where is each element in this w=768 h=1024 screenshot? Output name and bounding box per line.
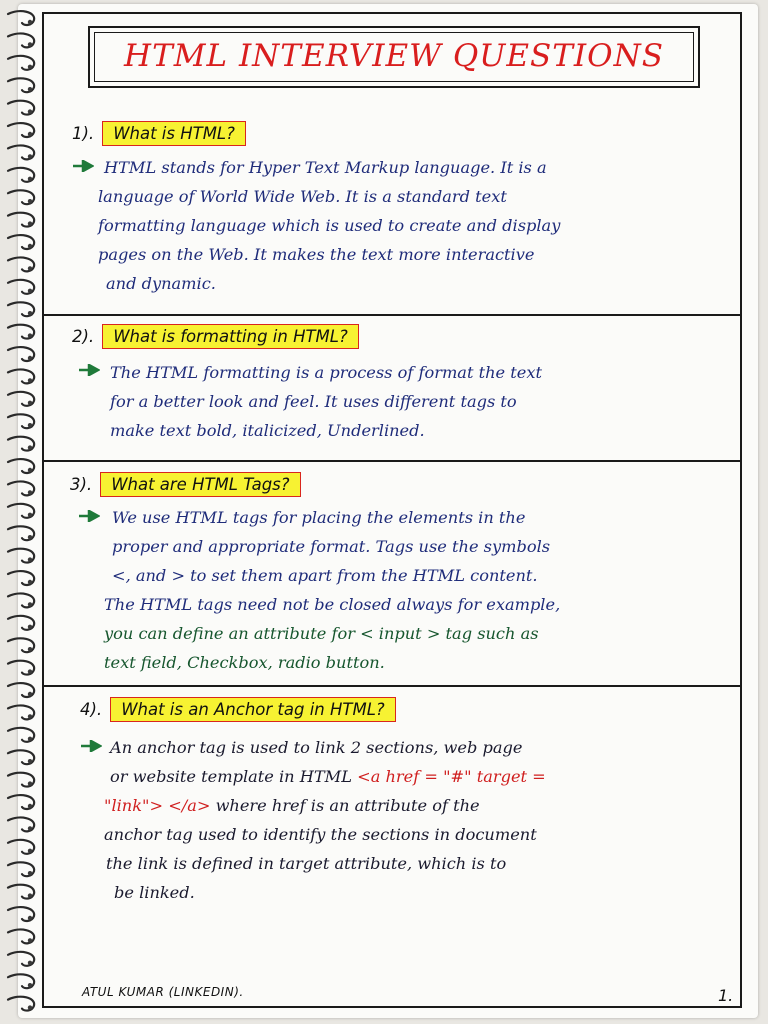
question-number: 3). [70, 475, 93, 494]
answer-line: anchor tag used to identify the sections in document [104, 825, 537, 844]
binding-hole [28, 87, 32, 91]
answer-line: The HTML tags need not be closed always for example, [104, 595, 561, 614]
binding-hole [28, 154, 32, 158]
binding-hole [28, 132, 32, 136]
binding-hole [28, 804, 32, 808]
binding-hole [28, 535, 32, 539]
binding-hole [28, 199, 32, 203]
title-box [88, 26, 700, 88]
page-number: 1. [718, 986, 734, 1005]
arrow-icon [78, 510, 100, 522]
binding-hole [28, 826, 32, 830]
binding-hole [28, 289, 32, 293]
binding-hole [28, 445, 32, 449]
arrow-icon [72, 160, 94, 172]
question-text: What are HTML Tags? [100, 472, 300, 497]
answer-line: for a better look and feel. It uses different tags to [110, 392, 517, 411]
answer-text: where href is an attribute of the [210, 796, 480, 815]
binding-hole [28, 42, 32, 46]
answer-line [110, 762, 546, 791]
answer-1 [98, 153, 561, 298]
binding-hole [28, 961, 32, 965]
arrow-icon [80, 740, 102, 752]
binding-hole [28, 938, 32, 942]
binding-hole [28, 333, 32, 337]
binding-hole [28, 490, 32, 494]
section-divider [44, 460, 740, 462]
answer-text: or website template in HTML [110, 767, 358, 786]
binding-hole [28, 513, 32, 517]
answer-line: proper and appropriate format. Tags use the symbols [112, 537, 551, 556]
answer-line: The HTML formatting is a process of format the text [110, 363, 542, 382]
binding-hole [28, 781, 32, 785]
answer-line: be linked. [114, 883, 195, 902]
answer-2 [110, 358, 542, 445]
answer-line: An anchor tag is used to link 2 sections, web page [110, 738, 523, 757]
answer-line: pages on the Web. It makes the text more interactive [98, 245, 535, 264]
answer-line [104, 791, 546, 820]
binding-hole [28, 647, 32, 651]
spiral-binding [0, 0, 44, 1024]
binding-hole [28, 244, 32, 248]
question-text: What is an Anchor tag in HTML? [110, 697, 396, 722]
code-snippet: <a href = "#" target = [357, 767, 546, 786]
code-snippet: "link"> </a> [104, 796, 211, 815]
section-divider [44, 314, 740, 316]
arrow-icon [78, 364, 100, 376]
question-text: What is formatting in HTML? [102, 324, 359, 349]
question-1 [72, 124, 246, 143]
answer-line: make text bold, italicized, Underlined. [110, 421, 425, 440]
binding-hole [28, 468, 32, 472]
binding-hole [28, 356, 32, 360]
binding-hole [28, 378, 32, 382]
section-divider [44, 685, 740, 687]
binding-hole [28, 177, 32, 181]
binding-hole [28, 221, 32, 225]
binding-hole [28, 669, 32, 673]
page-title: HTML INTERVIEW QUESTIONS [124, 38, 664, 74]
answer-line: language of World Wide Web. It is a standard text [98, 187, 507, 206]
answer-line: and dynamic. [106, 274, 216, 293]
author-signature: ATUL KUMAR (LINKEDIN). [82, 985, 244, 999]
binding-hole [28, 20, 32, 24]
binding-hole [28, 602, 32, 606]
binding-hole [28, 1005, 32, 1009]
binding-hole [28, 871, 32, 875]
binding-hole [28, 266, 32, 270]
binding-hole [28, 849, 32, 853]
question-number: 2). [72, 327, 95, 346]
binding-hole [28, 423, 32, 427]
question-number: 1). [72, 124, 95, 143]
answer-line: the link is defined in target attribute, which is to [106, 854, 507, 873]
binding-hole [28, 893, 32, 897]
binding-hole [28, 737, 32, 741]
answer-3 [104, 503, 561, 677]
binding-hole [28, 311, 32, 315]
answer-line: We use HTML tags for placing the elements in the [112, 508, 526, 527]
binding-hole [28, 401, 32, 405]
answer-4 [104, 733, 546, 907]
answer-line: HTML stands for Hyper Text Markup language. It is a [104, 158, 547, 177]
answer-line: you can define an attribute for < input > tag such as [104, 624, 539, 643]
binding-hole [28, 65, 32, 69]
binding-hole [28, 580, 32, 584]
answer-line: formatting language which is used to create and display [98, 216, 561, 235]
question-3 [70, 475, 301, 494]
question-4 [80, 700, 396, 719]
answer-line: <, and > to set them apart from the HTML content. [112, 566, 538, 585]
binding-hole [28, 983, 32, 987]
binding-hole [28, 759, 32, 763]
binding-hole [28, 625, 32, 629]
question-text: What is HTML? [102, 121, 246, 146]
question-2 [72, 327, 359, 346]
binding-hole [28, 916, 32, 920]
binding-hole [28, 109, 32, 113]
binding-hole [28, 692, 32, 696]
binding-hole [28, 714, 32, 718]
binding-hole [28, 557, 32, 561]
question-number: 4). [80, 700, 103, 719]
answer-line: text field, Checkbox, radio button. [104, 653, 385, 672]
